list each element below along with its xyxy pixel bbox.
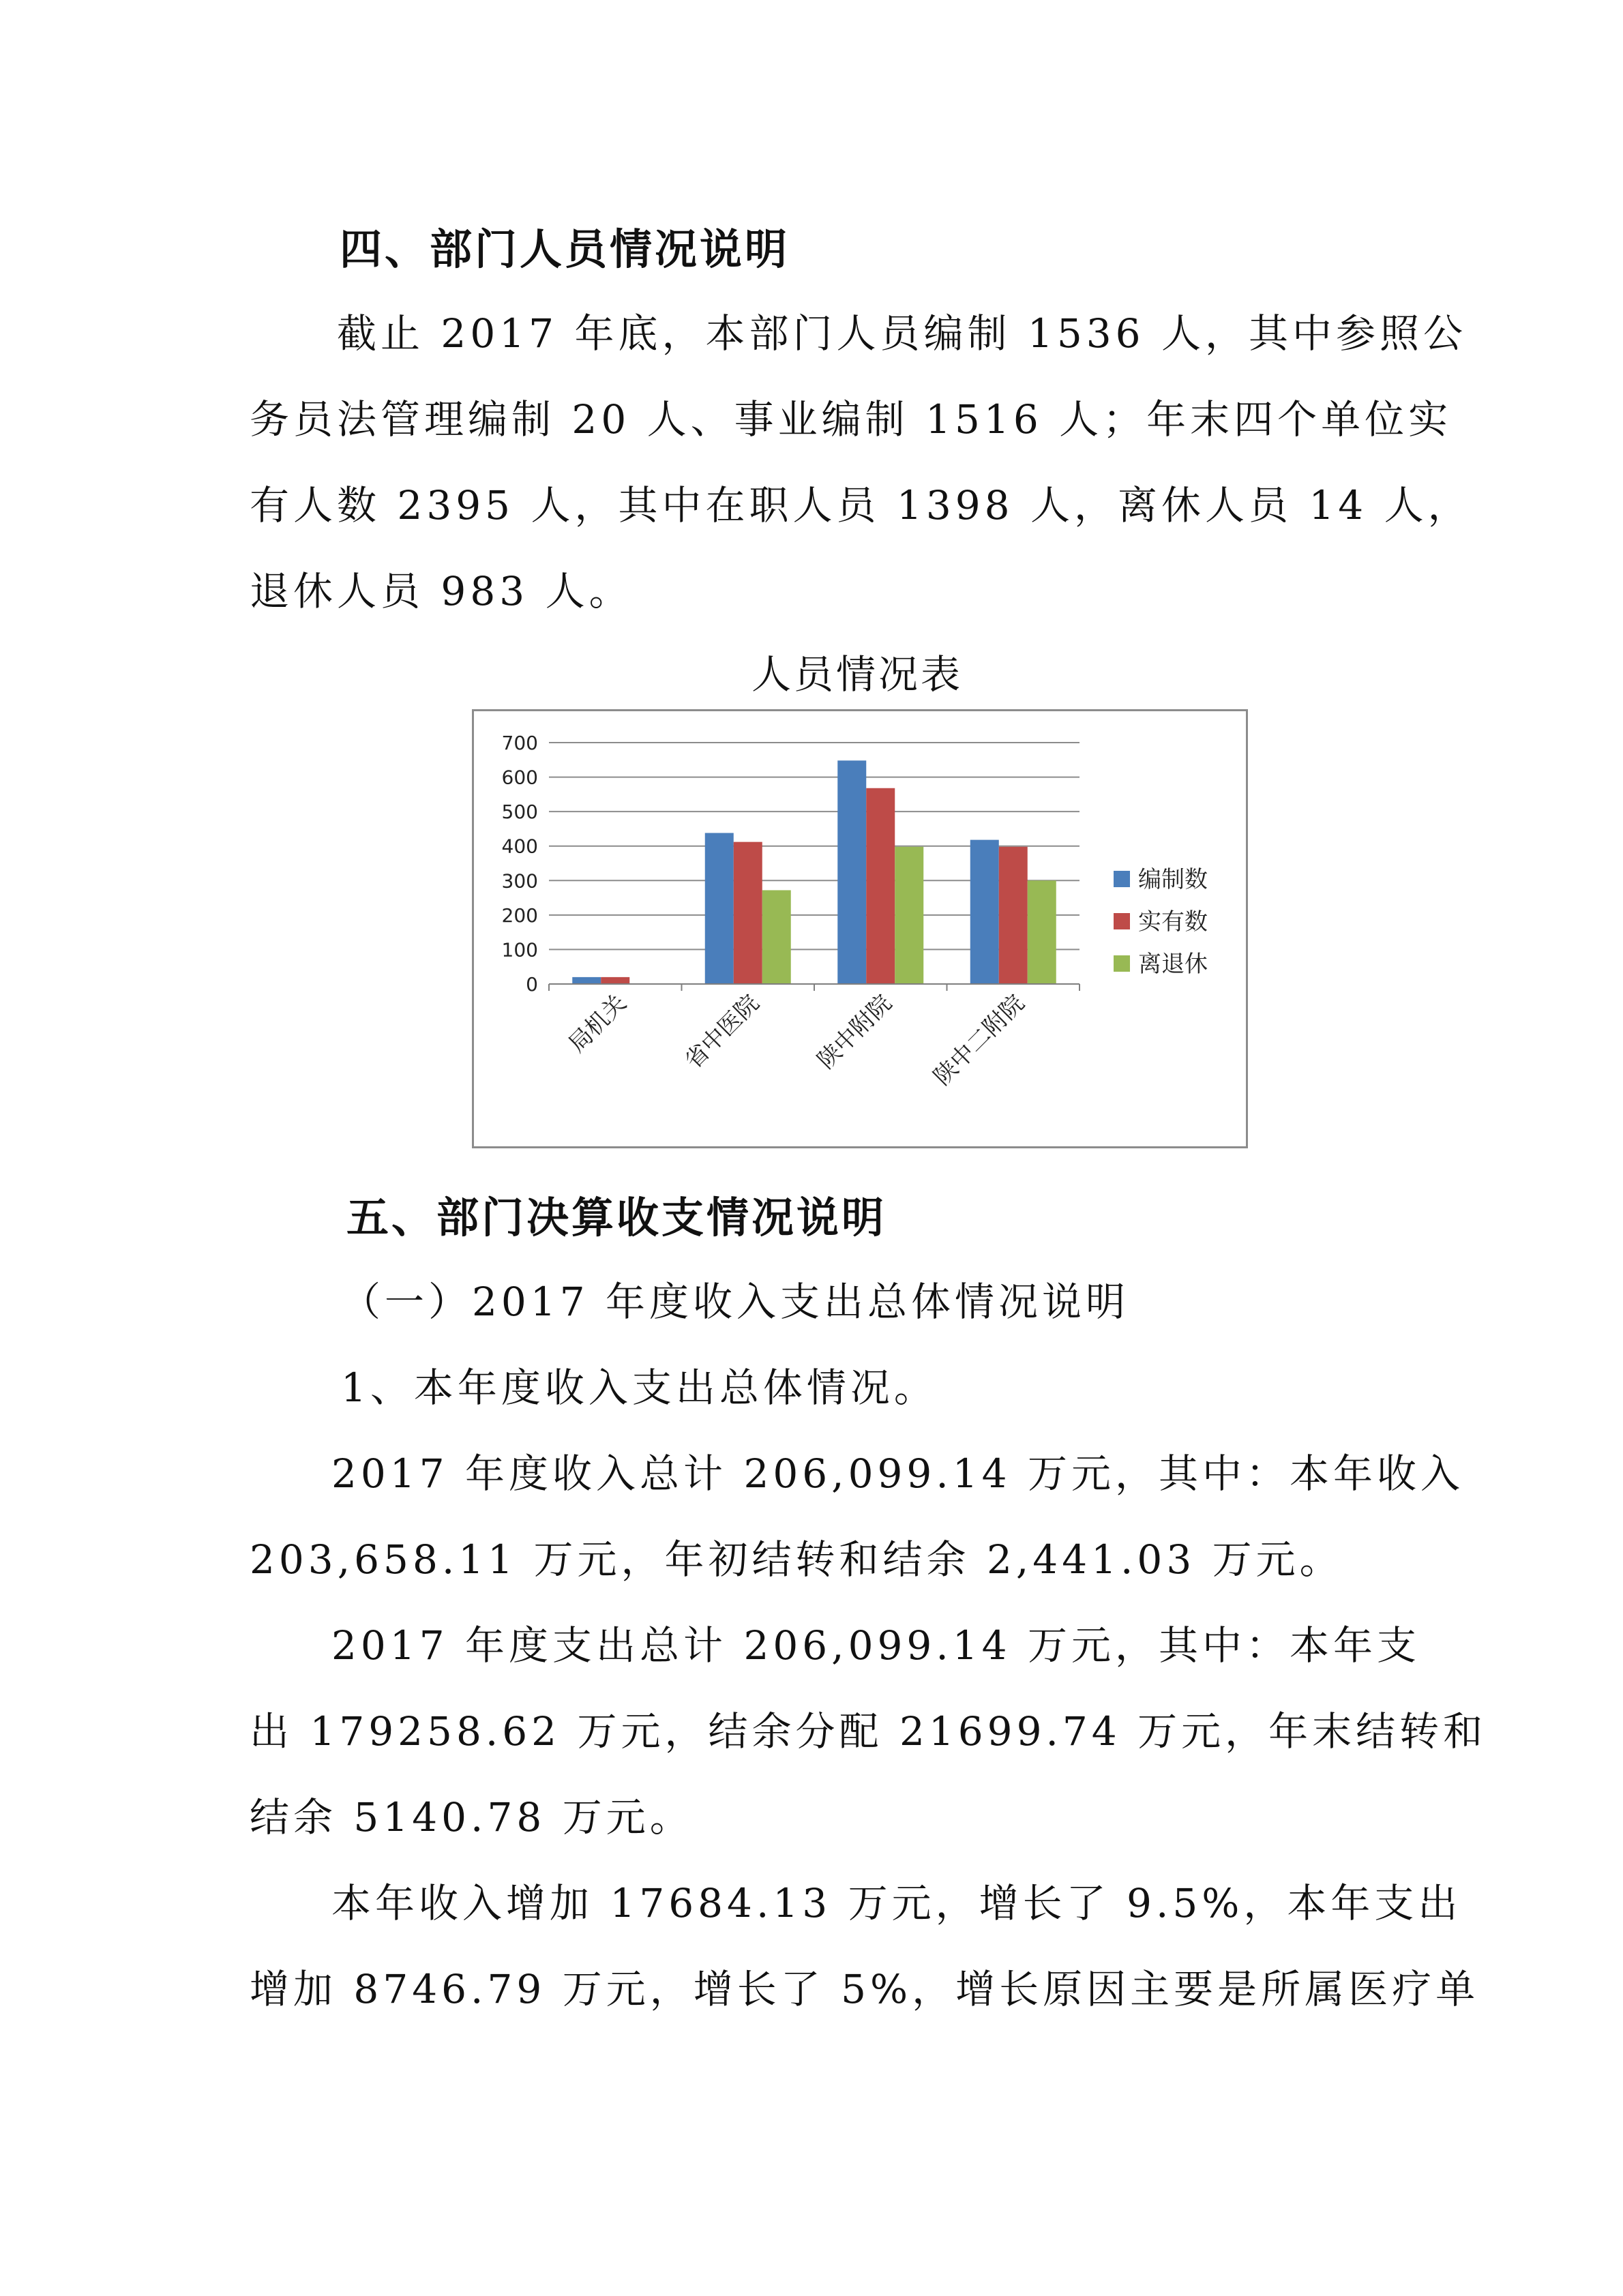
- y-tick-label: 100: [501, 938, 538, 961]
- bar: [762, 890, 791, 984]
- section5-line-4: 出 179258.62 万元，结余分配 21699.74 万元，年末结转和: [250, 1708, 1487, 1755]
- bar: [572, 977, 601, 984]
- x-category-label: 省中医院: [679, 989, 765, 1075]
- chart-caption: 人员情况表: [751, 651, 964, 698]
- section4-line-4: 退休人员 983 人。: [250, 568, 633, 614]
- chart-svg: [474, 711, 1246, 1146]
- section5-line-3: 2017 年度支出总计 206,099.14 万元，其中：本年支: [331, 1622, 1421, 1669]
- y-tick-label: 600: [501, 766, 538, 789]
- x-category-label: 局机关: [563, 989, 632, 1058]
- y-tick-label: 700: [501, 732, 538, 754]
- bar: [734, 842, 762, 984]
- bar: [895, 847, 923, 984]
- legend-label: 编制数: [1138, 866, 1208, 893]
- bar: [970, 840, 999, 984]
- section5-line-2: 203,658.11 万元，年初结转和结余 2,441.03 万元。: [250, 1536, 1343, 1583]
- section5-line-1: 2017 年度收入总计 206,099.14 万元，其中：本年收入: [331, 1450, 1465, 1497]
- section4-heading: 四、部门人员情况说明: [340, 224, 790, 274]
- x-axis-category-labels: [563, 989, 1030, 1090]
- legend-swatch: [1114, 913, 1130, 929]
- section4-line-1: 截止 2017 年底，本部门人员编制 1536 人，其中参照公: [337, 310, 1467, 357]
- legend-swatch: [1114, 871, 1130, 887]
- bar: [999, 847, 1028, 984]
- bar: [705, 833, 734, 984]
- bar: [866, 788, 895, 984]
- section5-heading: 五、部门决算收支情况说明: [346, 1193, 887, 1242]
- bar: [1028, 880, 1056, 984]
- y-tick-label: 500: [501, 801, 538, 824]
- bar: [601, 977, 629, 984]
- chart-bars: [572, 760, 1056, 984]
- section5-line-7: 增加 8746.79 万元，增长了 5%，增长原因主要是所属医疗单: [250, 1966, 1480, 2012]
- section4-line-3: 有人数 2395 人，其中在职人员 1398 人，离休人员 14 人，: [250, 482, 1472, 528]
- y-axis-ticks: [502, 732, 538, 996]
- section5-line-5: 结余 5140.78 万元。: [250, 1794, 694, 1840]
- y-tick-label: 300: [501, 869, 538, 893]
- x-category-label: 陕中附院: [812, 989, 897, 1075]
- section5-subheading: （一）2017 年度收入支出总体情况说明: [341, 1279, 1130, 1325]
- section4-line-2: 务员法管理编制 20 人、事业编制 1516 人；年末四个单位实: [250, 396, 1453, 443]
- legend-label: 实有数: [1138, 908, 1208, 936]
- section5-line-6: 本年收入增加 17684.13 万元，增长了 9.5%，本年支出: [331, 1880, 1462, 1926]
- y-tick-label: 0: [526, 973, 538, 996]
- bar: [837, 760, 866, 984]
- y-tick-label: 400: [501, 835, 538, 858]
- staff-bar-chart: [472, 709, 1248, 1148]
- chart-legend: [1114, 866, 1208, 978]
- legend-swatch: [1114, 955, 1130, 972]
- x-axis: [549, 984, 1079, 991]
- y-tick-label: 200: [501, 904, 538, 927]
- section5-item-1: 1、本年度收入支出总体情况。: [341, 1365, 938, 1411]
- x-category-label: 陕中二附院: [928, 989, 1030, 1091]
- legend-label: 离退休: [1138, 951, 1208, 978]
